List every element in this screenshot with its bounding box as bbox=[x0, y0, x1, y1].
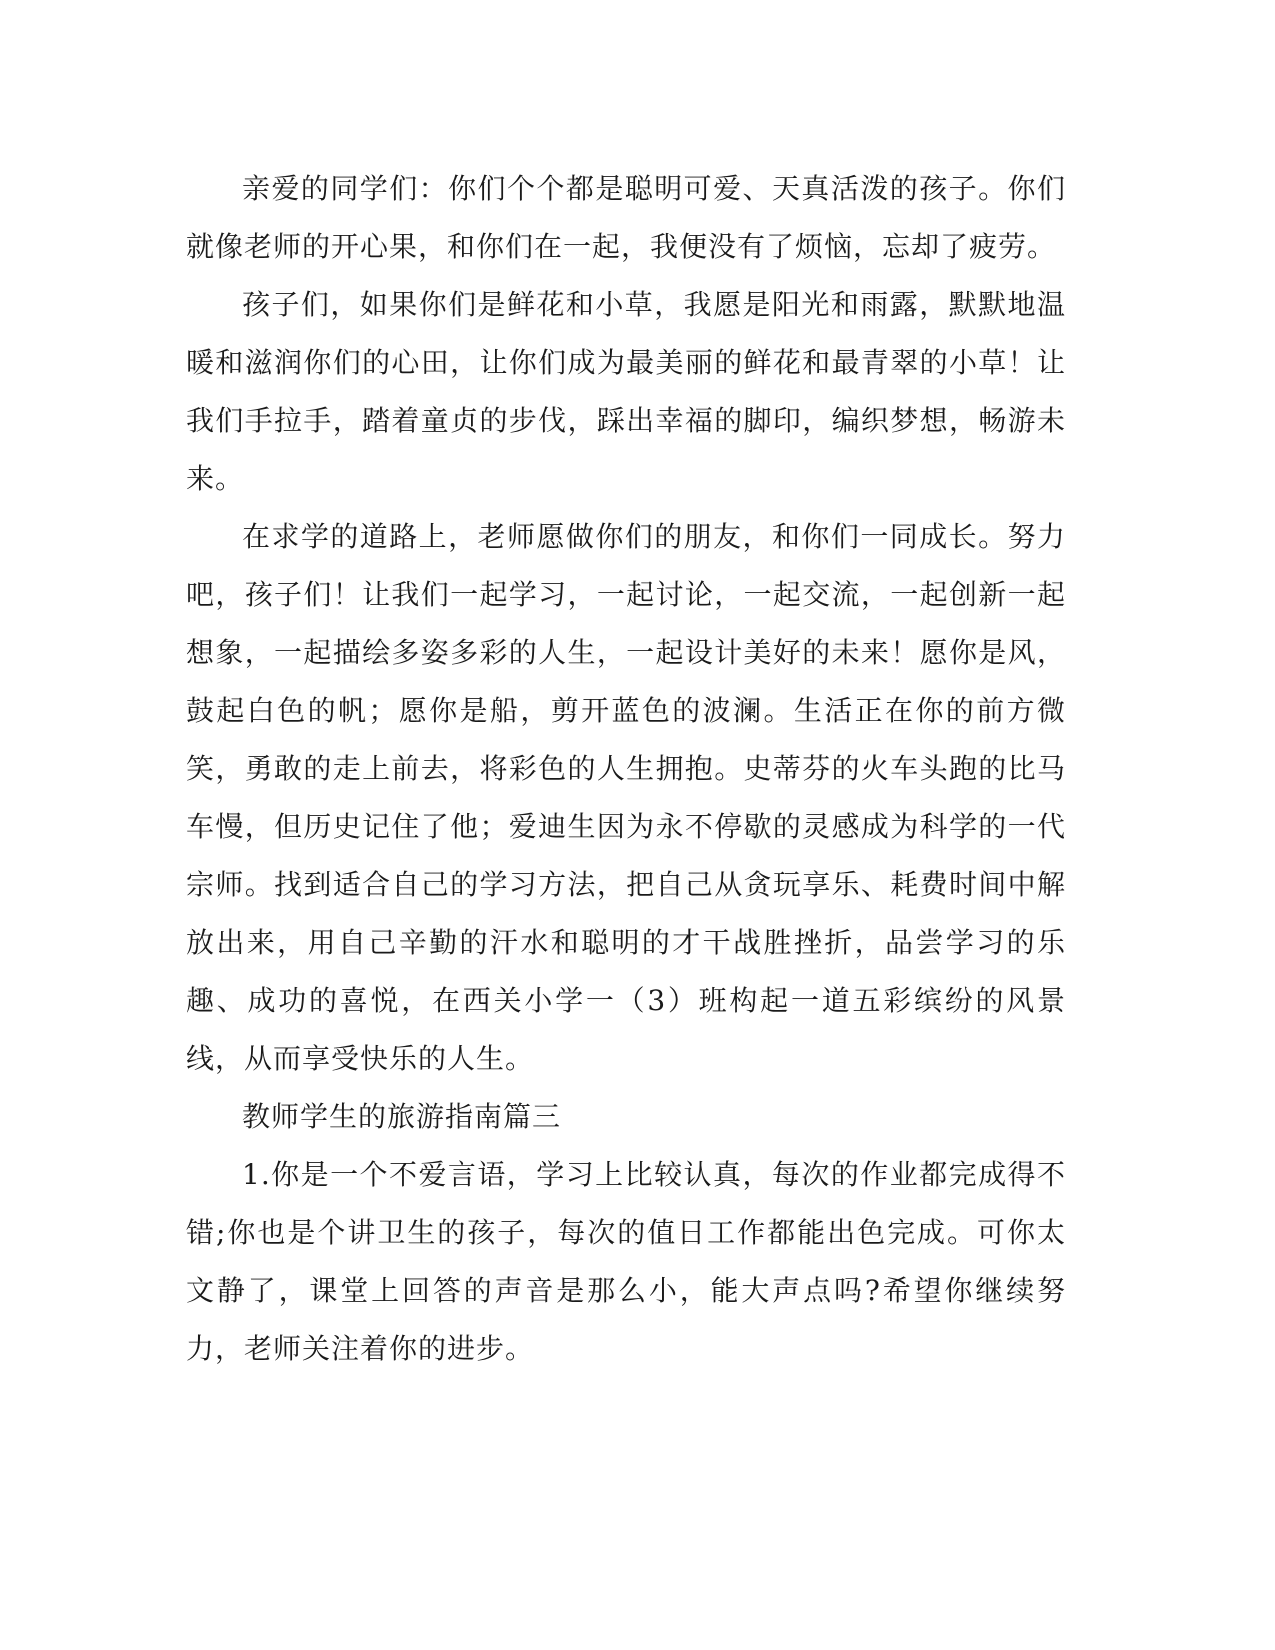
paragraph-greeting: 亲爱的同学们：你们个个都是聪明可爱、天真活泼的孩子。你们就像老师的开心果，和你们在一起，我便没有了烦恼，忘却了疲劳。 bbox=[186, 172, 1066, 263]
paragraph-children: 孩子们，如果你们是鲜花和小草，我愿是阳光和雨露，默默地温暖和滋润你们的心田，让你们成为最美丽的鲜花和最青翠的小草！让我们手拉手，踏着童贞的步伐，踩出幸福的脚印，编织梦想，畅游未来。 bbox=[186, 288, 1066, 495]
document-body bbox=[186, 160, 1066, 1378]
paragraph-study-road: 在求学的道路上，老师愿做你们的朋友，和你们一同成长。努力吧，孩子们！让我们一起学习，一起讨论，一起交流，一起创新一起想象，一起描绘多姿多彩的人生，一起设计美好的未来！愿你是风，鼓起白色的帆；愿你是船，剪开蓝色的波澜。生活正在你的前方微笑，勇敢的走上前去，将彩色的人生拥抱。史蒂芬的火车头跑的比马车慢，但历史记住了他；爱迪生因为永不停歇的灵感成为科学的一代宗师。找到适合自己的学习方法，把自己从贪玩享乐、耗费时间中解放出来，用自己辛勤的汗水和聪明的才干战胜挫折，品尝学习的乐趣、成功的喜悦，在西关小学一（3）班构起一道五彩缤纷的风景线，从而享受快乐的人生。 bbox=[186, 520, 1066, 1075]
list-item-1: 1.你是一个不爱言语，学习上比较认真，每次的作业都完成得不错;你也是个讲卫生的孩子，每次的值日工作都能出色完成。可你太文静了，课堂上回答的声音是那么小，能大声点吗?希望你继续努力，老师关注着你的进步。 bbox=[186, 1158, 1066, 1365]
section-heading: 教师学生的旅游指南篇三 bbox=[242, 1100, 562, 1133]
